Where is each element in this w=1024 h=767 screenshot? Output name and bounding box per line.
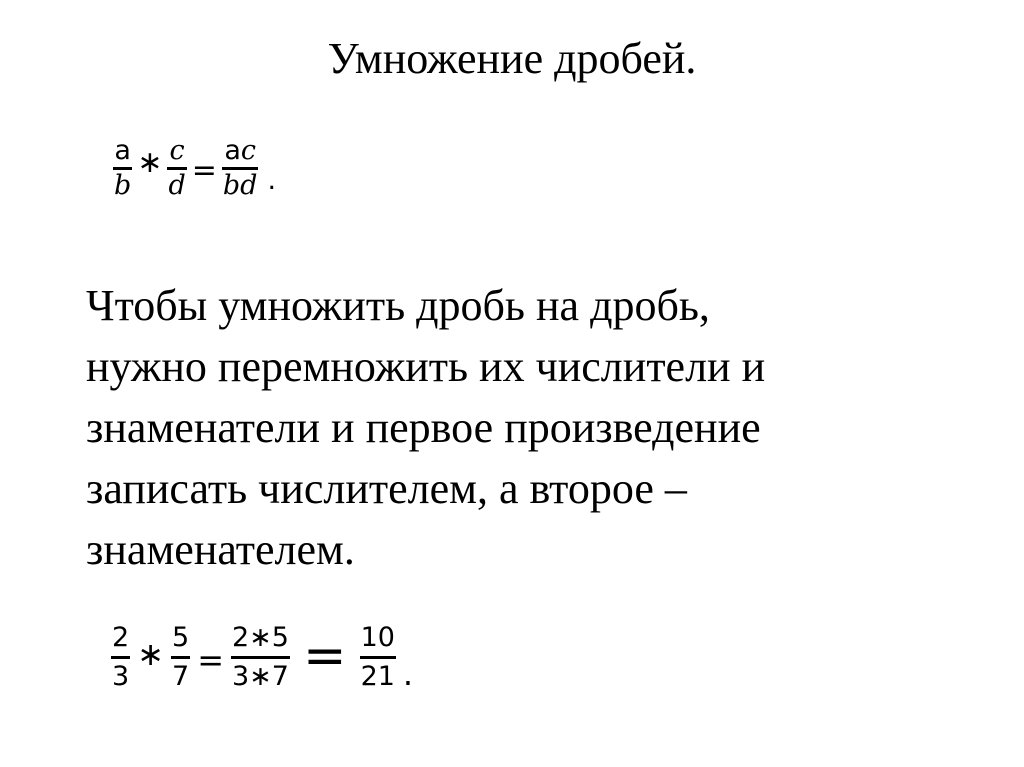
fraction-2-over-3 <box>112 622 129 693</box>
general-formula <box>114 136 276 201</box>
equals-sign: = <box>302 625 347 686</box>
denominator: 21 <box>360 661 395 692</box>
numerator <box>224 136 256 167</box>
multiply-sign: ∗ <box>137 145 163 180</box>
rule-line: Чтобы умножить дробь на дробь, <box>86 281 710 330</box>
numerator: c <box>169 135 185 166</box>
denominator: bd <box>222 170 258 201</box>
numerator: 2∗5 <box>232 622 289 653</box>
rule-line: знаменателем. <box>86 525 355 574</box>
numerator-a: a <box>224 135 241 166</box>
numerator-c: c <box>240 135 256 166</box>
denominator: 3∗7 <box>232 661 289 692</box>
fraction-result <box>223 136 258 201</box>
fraction-c-over-d <box>168 136 185 201</box>
rule-line: нужно перемножить их числители и <box>86 342 766 391</box>
denominator: d <box>168 170 186 201</box>
numerator: 2 <box>112 622 130 653</box>
denominator: 7 <box>172 661 190 692</box>
fraction-product <box>232 622 289 693</box>
denominator: b <box>114 170 132 201</box>
slide-title: Умножение дробей. <box>327 34 697 83</box>
period: . <box>402 654 414 693</box>
equals-sign: = <box>197 640 224 679</box>
fraction-10-over-21 <box>361 622 395 693</box>
numerator: a <box>114 135 131 166</box>
fraction-5-over-7 <box>172 622 189 693</box>
denominator: 3 <box>112 661 130 692</box>
multiply-sign: ∗ <box>137 634 164 673</box>
period: . <box>267 165 277 196</box>
equals-sign: = <box>191 153 217 188</box>
example-formula <box>112 622 413 693</box>
numerator: 10 <box>360 622 395 653</box>
fraction-a-over-b <box>114 136 131 201</box>
rule-paragraph <box>86 275 946 580</box>
rule-line: знаменатели и первое произведение <box>86 403 761 452</box>
rule-line: записать числителем, а второе – <box>86 464 687 513</box>
numerator: 5 <box>172 622 190 653</box>
